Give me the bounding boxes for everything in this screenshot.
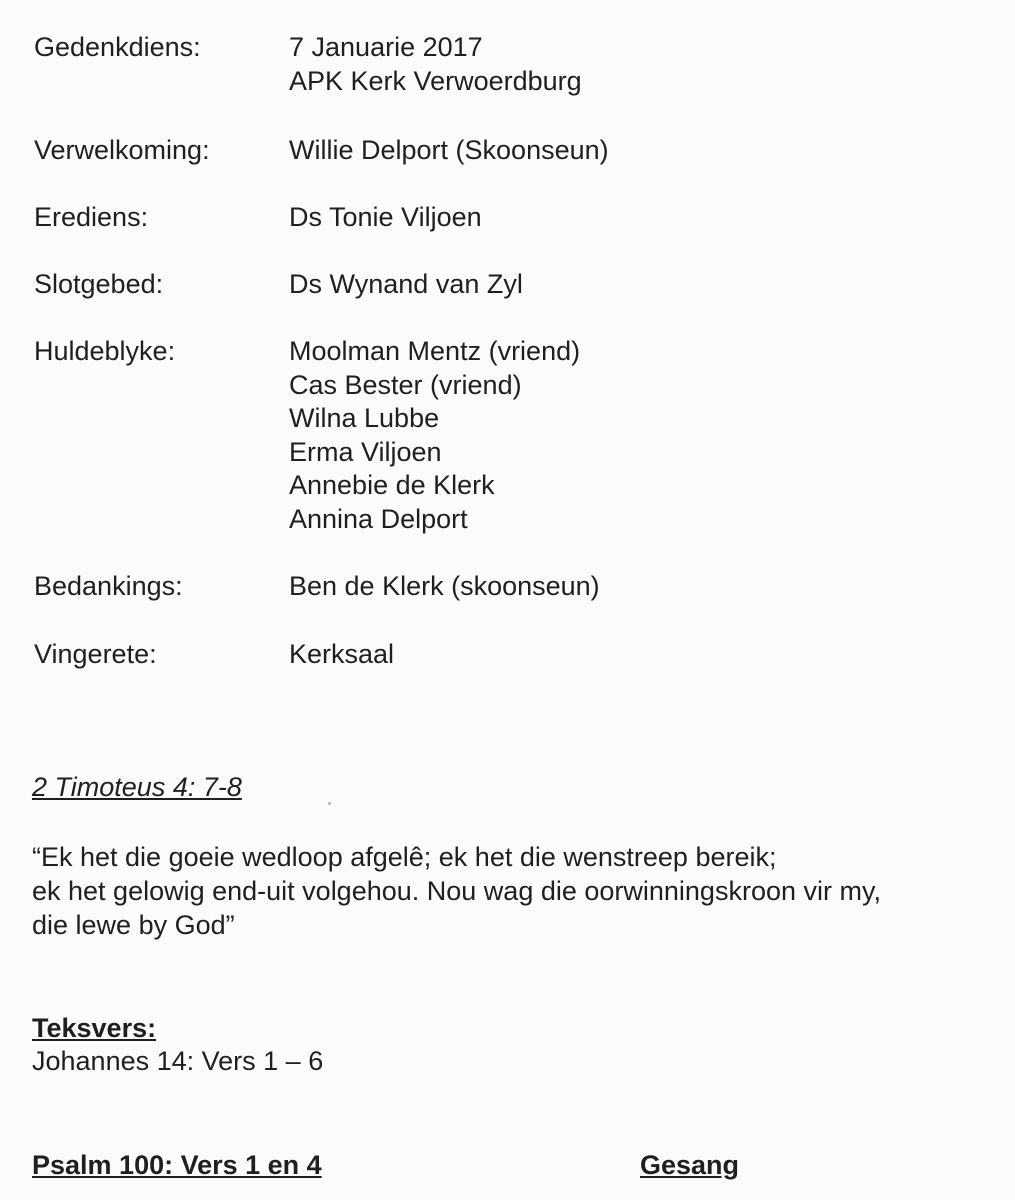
teksvers-heading: Teksvers:	[32, 1013, 157, 1043]
gedenkdiens-value	[289, 31, 582, 98]
vingerete-label: Vingerete:	[34, 639, 157, 669]
verwelkoming-value: Willie Delport (Skoonseun)	[289, 135, 609, 165]
huldeblyke-name: Annina Delport	[289, 503, 468, 534]
bedankings-value: Ben de Klerk (skoonseun)	[289, 571, 600, 601]
teksvers-value: Johannes 14: Vers 1 – 6	[32, 1046, 324, 1076]
gedenkdiens-label: Gedenkdiens:	[34, 32, 201, 62]
huldeblyke-name: Moolman Mentz (vriend)	[289, 336, 581, 366]
gedenkdiens-date: 7 Januarie 2017	[289, 32, 483, 62]
scripture-reference: 2 Timoteus 4: 7-8	[32, 772, 242, 802]
slotgebed-value: Ds Wynand van Zyl	[289, 269, 523, 299]
psalm-heading: Psalm 100: Vers 1 en 4	[32, 1150, 322, 1180]
huldeblyke-name: Wilna Lubbe	[289, 403, 440, 433]
scripture-line: die lewe by God”	[32, 910, 235, 940]
gesang-heading: Gesang	[640, 1150, 740, 1180]
scripture-quote	[32, 840, 1002, 942]
speck-decoration	[328, 802, 331, 805]
slotgebed-label: Slotgebed:	[34, 269, 164, 299]
huldeblyke-name: Annebie de Klerk	[289, 470, 495, 500]
huldeblyke-name: Cas Bester (vriend)	[289, 369, 522, 400]
huldeblyke-list	[289, 335, 580, 536]
erediens-label: Erediens:	[34, 202, 149, 232]
huldeblyke-label: Huldeblyke:	[34, 336, 176, 366]
scripture-line: ek het gelowig end-uit volgehou. Nou wag die oorwinningskroon vir my,	[32, 876, 881, 906]
erediens-value: Ds Tonie Viljoen	[289, 202, 482, 232]
vingerete-value: Kerksaal	[289, 639, 395, 669]
huldeblyke-name: Erma Viljoen	[289, 436, 442, 467]
verwelkoming-label: Verwelkoming:	[34, 135, 210, 165]
scripture-line: “Ek het die goeie wedloop afgelê; ek het die wenstreep bereik;	[32, 842, 777, 872]
bedankings-label: Bedankings:	[34, 571, 183, 601]
gedenkdiens-venue: APK Kerk Verwoerdburg	[289, 65, 582, 96]
